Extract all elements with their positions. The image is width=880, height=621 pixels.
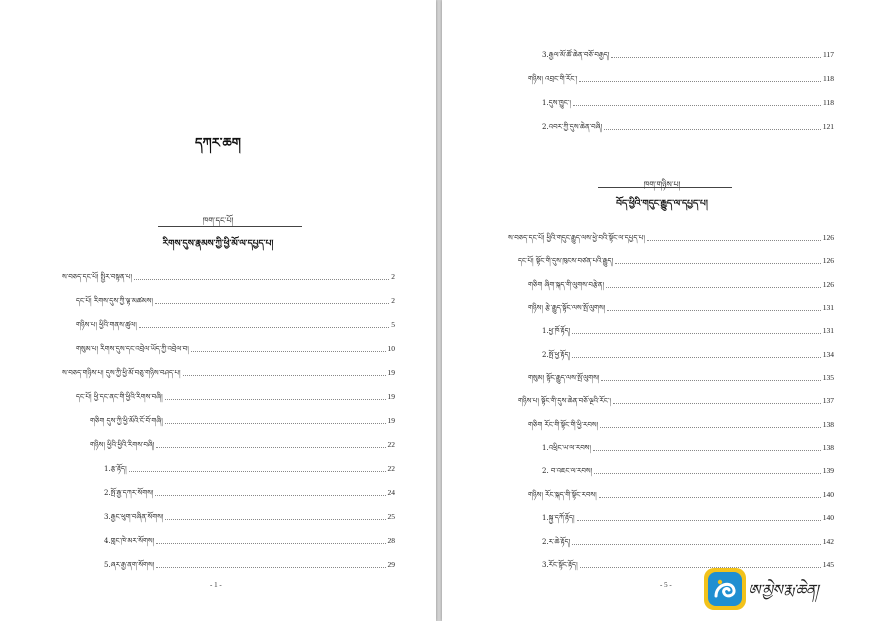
toc-entry[interactable] [542, 50, 834, 60]
toc-entry-label: གཉིས། རོང་སྐད་གི་སྟོང་རབས། [528, 491, 597, 499]
toc-entry[interactable] [542, 326, 834, 336]
toc-entry-page-number: 25 [387, 512, 395, 521]
toc-dot-leader [615, 263, 821, 264]
toc-entry-label: གཉིས། ཕྱིའི་ཕྱིའི་རིགས་བཞི། [90, 441, 155, 449]
toc-dot-leader [572, 357, 821, 358]
toc-entry[interactable] [90, 416, 395, 426]
toc-entry-page-number: 142 [822, 537, 834, 546]
toc-entry-page-number: 126 [822, 280, 834, 289]
toc-entry[interactable] [104, 512, 395, 522]
toc-entry-page-number: 19 [387, 416, 395, 425]
toc-entry-page-number: 121 [822, 122, 834, 131]
toc-dot-leader [156, 543, 385, 544]
toc-entry-page-number: 137 [822, 396, 834, 405]
toc-entry[interactable] [76, 296, 395, 306]
toc-entry-page-number: 139 [822, 466, 834, 475]
toc-dot-leader [613, 403, 821, 404]
toc-entry-label: 1.འཕྲིང་ཡ་ལ་རབས། [542, 444, 591, 452]
toc-dot-leader [601, 380, 820, 381]
toc-entry-label: གཅིག དུས་ཀྱི་ཕྱི་མོའི་ངོ་བོ་གཞི། [90, 417, 163, 425]
part-one-label: ཁག་དང་པོ། [202, 216, 234, 225]
toc-entry-label: གཅིག རོང་གི་སྟོང་གི་ཕྱི་རབས། [528, 421, 599, 429]
toc-entry-page-number: 126 [822, 256, 834, 265]
toc-entry-label: 1.ཕྱ་ཁོ་རྟོད། [542, 327, 571, 335]
toc-entry[interactable] [542, 443, 834, 453]
toc-dot-leader [647, 240, 821, 241]
toc-dot-leader [139, 327, 389, 328]
toc-dot-leader [165, 519, 385, 520]
toc-entry-page-number: 138 [822, 443, 834, 452]
toc-entry-page-number: 19 [387, 392, 395, 401]
toc-entry-page-number: 118 [823, 74, 834, 83]
toc-entry[interactable] [76, 344, 395, 354]
toc-entry-label: དང་པོ། རིགས་དུས་ཀྱི་ལྟ་མཚམས། [76, 297, 153, 305]
toc-entry-page-number: 138 [822, 420, 834, 429]
toc-dot-leader [156, 447, 385, 448]
toc-entry-page-number: 117 [823, 50, 834, 59]
toc-entry[interactable] [528, 303, 834, 313]
toc-entry-label: གསུམ་པ། རིགས་དུས་དང་འབྲེལ་ཡོད་ཀྱི་འབྲེལ་བ། [76, 345, 189, 353]
toc-entry[interactable] [528, 74, 834, 84]
toc-dot-leader [129, 471, 386, 472]
toc-entry-page-number: 118 [823, 98, 834, 107]
toc-entry-label: 3.རྒྱང་ཕུག་བཞིན་སོགས། [104, 513, 164, 521]
toc-dot-leader [165, 423, 386, 424]
toc-dot-leader [594, 473, 821, 474]
toc-entry-page-number: 5 [391, 320, 395, 329]
toc-entry[interactable] [76, 392, 395, 402]
toc-entry-label: 2. བ་འཇང་ལ་རབས། [542, 467, 593, 475]
toc-entry-label: གཉིས། འབྲང་གི་རོང་། [528, 75, 578, 83]
toc-entry-page-number: 22 [387, 440, 395, 449]
toc-dot-leader [165, 399, 386, 400]
toc-dot-leader [156, 567, 385, 568]
toc-entry-label: 1.དུས་ཁྱུང་། [542, 99, 571, 107]
toc-dot-leader [607, 310, 821, 311]
toc-entry-label: ས་བཅད་དང་པོ། ཕྱིའི་གདུང་རྒྱུད་ལས་ཕྱེ་བའི་སྟོང་ལ་དཔྱད་པ། [508, 234, 645, 242]
toc-dot-leader [579, 81, 821, 82]
toc-entry[interactable] [508, 233, 834, 243]
toc-entry[interactable] [528, 490, 834, 500]
toc-dot-leader [611, 57, 821, 58]
toc-entry-page-number: 126 [822, 233, 834, 242]
toc-entry-label: གཉིས་པ། ཕྱིའི་གནས་ཚུལ། [76, 321, 137, 329]
toc-title: དཀར་ཆག [195, 136, 241, 151]
toc-entry[interactable] [104, 464, 395, 474]
toc-dot-leader [191, 351, 386, 352]
toc-entry[interactable] [62, 368, 395, 378]
toc-dot-leader [573, 105, 821, 106]
amnye-machen-logo-icon [702, 566, 748, 612]
toc-dot-leader [599, 497, 821, 498]
toc-entry-page-number: 2 [391, 296, 395, 305]
toc-entry[interactable] [104, 488, 395, 498]
toc-entry[interactable] [542, 350, 834, 360]
toc-entry[interactable] [528, 373, 834, 383]
toc-entry-page-number: 22 [387, 464, 395, 473]
toc-entry-label: 2.ར་ཆེ་རྟོད། [542, 538, 571, 546]
toc-entry-label: 2.སྤོ་རྒྱ་དཀར་སོགས། [104, 489, 154, 497]
toc-entry-label: 4.གླང་ཁེ་མར་སོགས། [104, 537, 155, 545]
toc-dot-leader [572, 544, 821, 545]
toc-entry-label: ས་བཅད་གཉིས་པ། དུས་ཀྱི་ཕྱི་མོ་བཅུ་གཉིས་བཤད་པ། [62, 369, 181, 377]
toc-entry[interactable] [542, 98, 834, 108]
part-one-heading: རིགས་དུས་རྣམས་ཀྱི་ཕྱི་མོ་ལ་དཔྱད་པ། [162, 239, 274, 249]
toc-entry-page-number: 131 [822, 303, 834, 312]
toc-entry-label: གཉིས་པ། སྟོང་གི་དུས་ཆེན་བཅོ་ལྔའི་རོང་། [518, 397, 611, 405]
toc-entry-page-number: 2 [391, 272, 395, 281]
toc-entry-page-number: 28 [387, 536, 395, 545]
toc-entry-page-number: 19 [387, 368, 395, 377]
page-number-right: - 5 - [660, 581, 672, 589]
part-two-label: ཁག་གཉིས་པ། [643, 180, 681, 189]
toc-entry-page-number: 24 [387, 488, 395, 497]
toc-dot-leader [600, 427, 821, 428]
right-page [442, 0, 880, 621]
toc-entry[interactable] [90, 440, 395, 450]
toc-entry[interactable] [518, 256, 834, 266]
toc-dot-leader [183, 375, 386, 376]
toc-dot-leader [155, 495, 385, 496]
toc-entry[interactable] [528, 280, 834, 290]
toc-entry[interactable] [542, 537, 834, 547]
toc-dot-leader [155, 303, 389, 304]
toc-entry-label: དང་པོ། སྟོང་གི་དུས་ཁུངས་བཙན་པའི་རྒྱུད། [518, 257, 614, 265]
toc-entry-page-number: 135 [822, 373, 834, 382]
page-number-left: - 1 - [210, 581, 222, 589]
part-two-heading: བོད་ཕྱིའི་གདུང་རྒྱུད་ལ་དཔྱད་པ། [616, 199, 708, 209]
toc-entry[interactable] [518, 396, 834, 406]
part-one-rule [158, 226, 302, 227]
watermark-script-text: ཨ་མྱེས་རྨ་ཆེན། [748, 581, 819, 599]
toc-entry-page-number: 134 [822, 350, 834, 359]
toc-dot-leader [593, 450, 821, 451]
toc-entry-page-number: 140 [822, 513, 834, 522]
toc-dot-leader [604, 129, 821, 130]
toc-entry-page-number: 10 [387, 344, 395, 353]
toc-entry-page-number: 29 [387, 560, 395, 569]
toc-entry-label: དང་པོ། ཕྱི་དང་ནང་གི་ཕྱིའི་རིགས་བཞི། [76, 393, 163, 401]
toc-entry[interactable] [104, 560, 395, 570]
toc-entry-page-number: 140 [822, 490, 834, 499]
toc-entry-label: 1.རྩ་རྟོད། [104, 465, 127, 473]
toc-entry-label: གཅིག ཞིག་སྐད་གི་ལུགས་བརྩེན། [528, 281, 605, 289]
toc-entry-page-number: 145 [822, 560, 834, 569]
toc-entry-page-number: 131 [822, 326, 834, 335]
toc-entry[interactable] [104, 536, 395, 546]
toc-entry-label: 5.ཞར་རྒྱ་ནག་སོགས། [104, 561, 155, 569]
toc-entry-label: གསུམ། སྟོང་རྒྱུད་ལས་སྤོ་ལུགས། [528, 374, 600, 382]
toc-entry-label: 1.སྐྱ་དཀོ་རྟོད། [542, 514, 575, 522]
toc-entry-label: 2.སྤོ་ཕྱ་རྟོད། [542, 351, 571, 359]
toc-entry-label: 3.རྒྱལ་མོ་ཚོ་ཆེན་བཅོ་བརྒྱད། [542, 51, 610, 59]
toc-entry[interactable] [542, 513, 834, 523]
toc-entry[interactable] [542, 466, 834, 476]
toc-entry-label: 3.རོང་སྟོང་རྟོད། [542, 561, 578, 569]
left-page [0, 0, 436, 621]
toc-entry-label: གཉིས། རྩེ་རྒྱུད་སྟོང་ལས་སྤོ་ལུགས། [528, 304, 606, 312]
toc-dot-leader [572, 333, 821, 334]
toc-dot-leader [134, 279, 389, 280]
toc-entry[interactable] [528, 420, 834, 430]
part-two-rule [598, 187, 732, 188]
toc-entry[interactable] [542, 122, 834, 132]
toc-dot-leader [606, 287, 821, 288]
toc-entry-label: ས་བཅད་དང་པོ། སྤྱིར་བསྟན་པ། [62, 273, 133, 281]
toc-entry[interactable] [62, 272, 395, 282]
toc-dot-leader [577, 520, 821, 521]
toc-entry[interactable] [542, 560, 834, 570]
toc-dot-leader [580, 567, 821, 568]
toc-entry[interactable] [76, 320, 395, 330]
toc-entry-label: 2.འབར་ཀྱི་དུས་ཆེན་བཞི། [542, 123, 603, 131]
